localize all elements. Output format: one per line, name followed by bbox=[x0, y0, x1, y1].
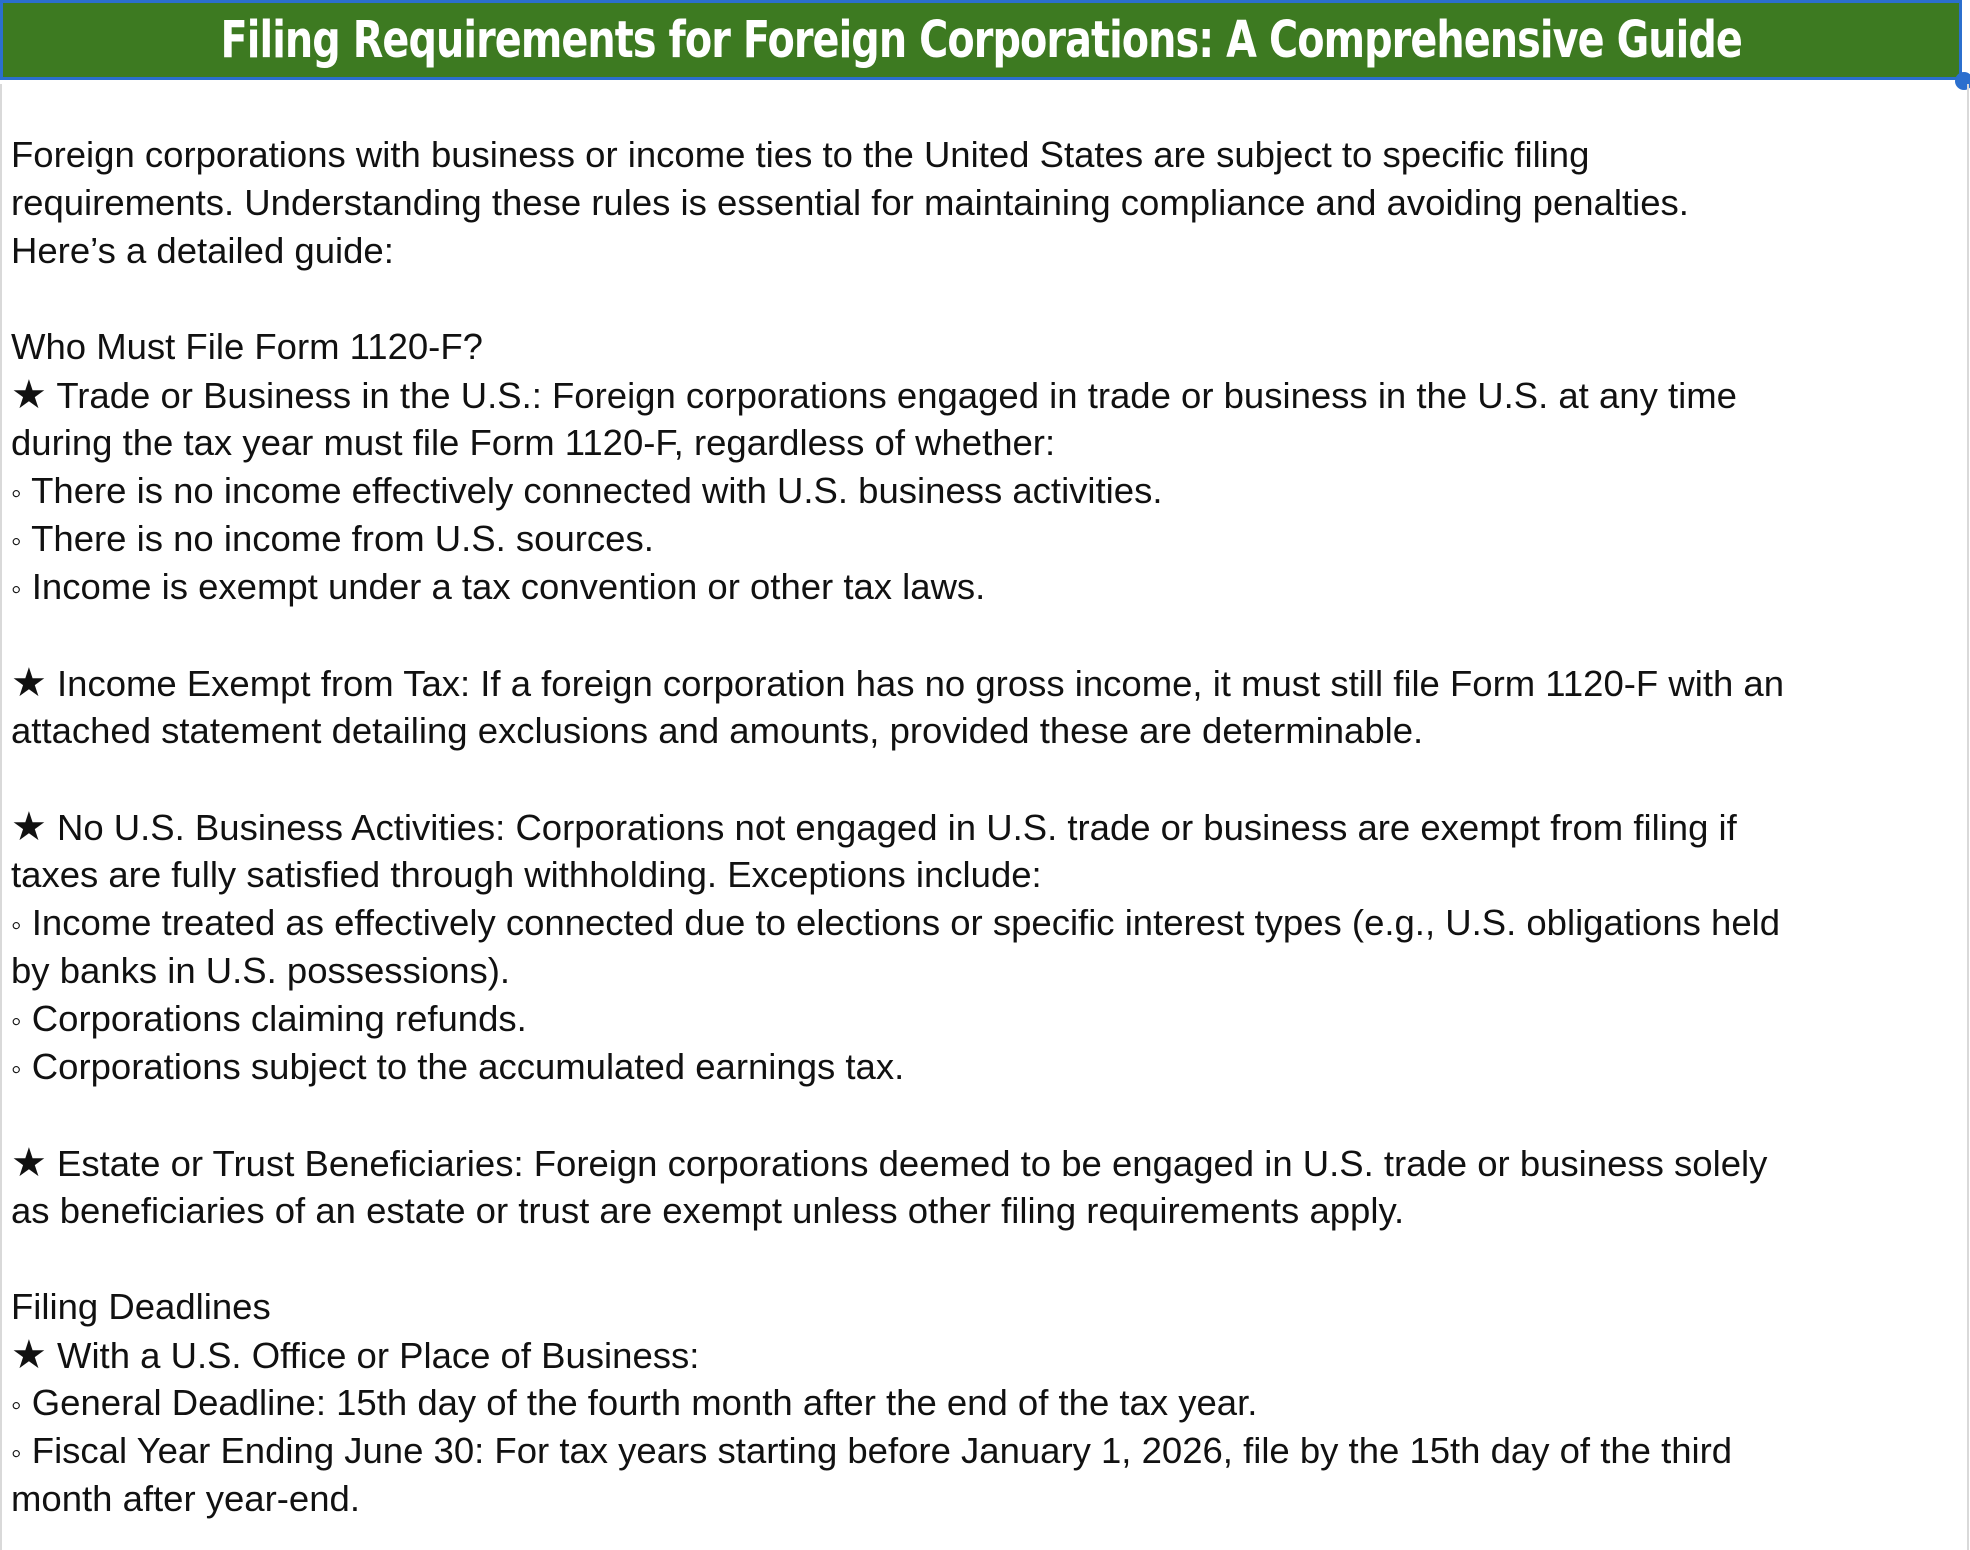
sub-bullet-text: Corporations subject to the accumulated earnings tax. bbox=[21, 1046, 905, 1087]
bullet-icon: ◦ bbox=[11, 477, 22, 510]
sub-bullet-text: by banks in U.S. possessions). bbox=[11, 950, 511, 991]
sub-bullet-item bbox=[11, 1379, 1961, 1427]
intro-line: requirements. Understanding these rules is essential for maintaining compliance and avoiding penalties. bbox=[11, 182, 1689, 223]
document-body[interactable] bbox=[11, 131, 1961, 1523]
bullet-icon: ◦ bbox=[11, 909, 22, 942]
page-title: Filing Requirements for Foreign Corporations: A Comprehensive Guide bbox=[220, 10, 1742, 70]
sub-bullet-text: Income treated as effectively connected due to elections or specific interest types (e.g., U.S. obligations held bbox=[21, 902, 1781, 943]
item-text: No U.S. Business Activities: Corporations not engaged in U.S. trade or business are exempt from filing if bbox=[46, 807, 1737, 848]
sub-bullet-text: General Deadline: 15th day of the fourth month after the end of the tax year. bbox=[21, 1382, 1258, 1423]
star-item bbox=[11, 803, 1961, 851]
sub-bullet-item bbox=[11, 899, 1961, 947]
sub-bullet-item bbox=[11, 995, 1961, 1043]
item-text: attached statement detailing exclusions and amounts, provided these are determinable. bbox=[11, 710, 1424, 751]
sub-bullet-item bbox=[11, 1427, 1961, 1475]
star-icon: ★ bbox=[11, 1140, 47, 1186]
section-heading-who-must-file: Who Must File Form 1120-F? bbox=[11, 326, 483, 367]
bullet-icon: ◦ bbox=[11, 573, 22, 606]
star-item bbox=[11, 659, 1961, 707]
sub-bullet-item bbox=[11, 563, 1961, 611]
sub-bullet-text: Income is exempt under a tax convention or other tax laws. bbox=[21, 566, 986, 607]
bullet-icon: ◦ bbox=[11, 1437, 22, 1470]
sub-bullet-text: Corporations claiming refunds. bbox=[21, 998, 527, 1039]
sub-bullet-text: There is no income from U.S. sources. bbox=[21, 518, 654, 559]
sub-bullet-text: Fiscal Year Ending June 30: For tax years starting before January 1, 2026, file by the 15th day of the third bbox=[21, 1430, 1733, 1471]
star-item bbox=[11, 371, 1961, 419]
star-item bbox=[11, 1139, 1961, 1187]
intro-line: Here’s a detailed guide: bbox=[11, 230, 394, 271]
bullet-icon: ◦ bbox=[11, 1005, 22, 1038]
sub-bullet-item bbox=[11, 1043, 1961, 1091]
bullet-icon: ◦ bbox=[11, 1389, 22, 1422]
item-text: taxes are fully satisfied through withholding. Exceptions include: bbox=[11, 854, 1042, 895]
star-icon: ★ bbox=[11, 1332, 47, 1378]
bullet-icon: ◦ bbox=[11, 1053, 22, 1086]
title-cell[interactable] bbox=[0, 0, 1962, 80]
star-item bbox=[11, 1331, 1961, 1379]
item-text: With a U.S. Office or Place of Business: bbox=[46, 1335, 700, 1376]
intro-line: Foreign corporations with business or income ties to the United States are subject to specific filing bbox=[11, 134, 1590, 175]
item-text: Income Exempt from Tax: If a foreign corporation has no gross income, it must still file Form 1120-F with an bbox=[46, 663, 1785, 704]
star-icon: ★ bbox=[11, 660, 47, 706]
sub-bullet-item bbox=[11, 467, 1961, 515]
grid-line-right bbox=[1967, 84, 1969, 1550]
bullet-icon: ◦ bbox=[11, 525, 22, 558]
grid-line-left bbox=[0, 84, 2, 1550]
item-text: Estate or Trust Beneficiaries: Foreign corporations deemed to be engaged in U.S. trade or business solely bbox=[46, 1143, 1768, 1184]
sub-bullet-text: month after year-end. bbox=[11, 1478, 360, 1519]
sub-bullet-item bbox=[11, 515, 1961, 563]
section-heading-filing-deadlines: Filing Deadlines bbox=[11, 1286, 271, 1327]
sub-bullet-text: There is no income effectively connected with U.S. business activities. bbox=[21, 470, 1163, 511]
item-text: during the tax year must file Form 1120-F, regardless of whether: bbox=[11, 422, 1056, 463]
item-text: Trade or Business in the U.S.: Foreign corporations engaged in trade or business in the U.S. at any time bbox=[46, 375, 1737, 416]
star-icon: ★ bbox=[11, 804, 47, 850]
item-text: as beneficiaries of an estate or trust are exempt unless other filing requirements apply. bbox=[11, 1190, 1405, 1231]
star-icon: ★ bbox=[11, 372, 47, 418]
